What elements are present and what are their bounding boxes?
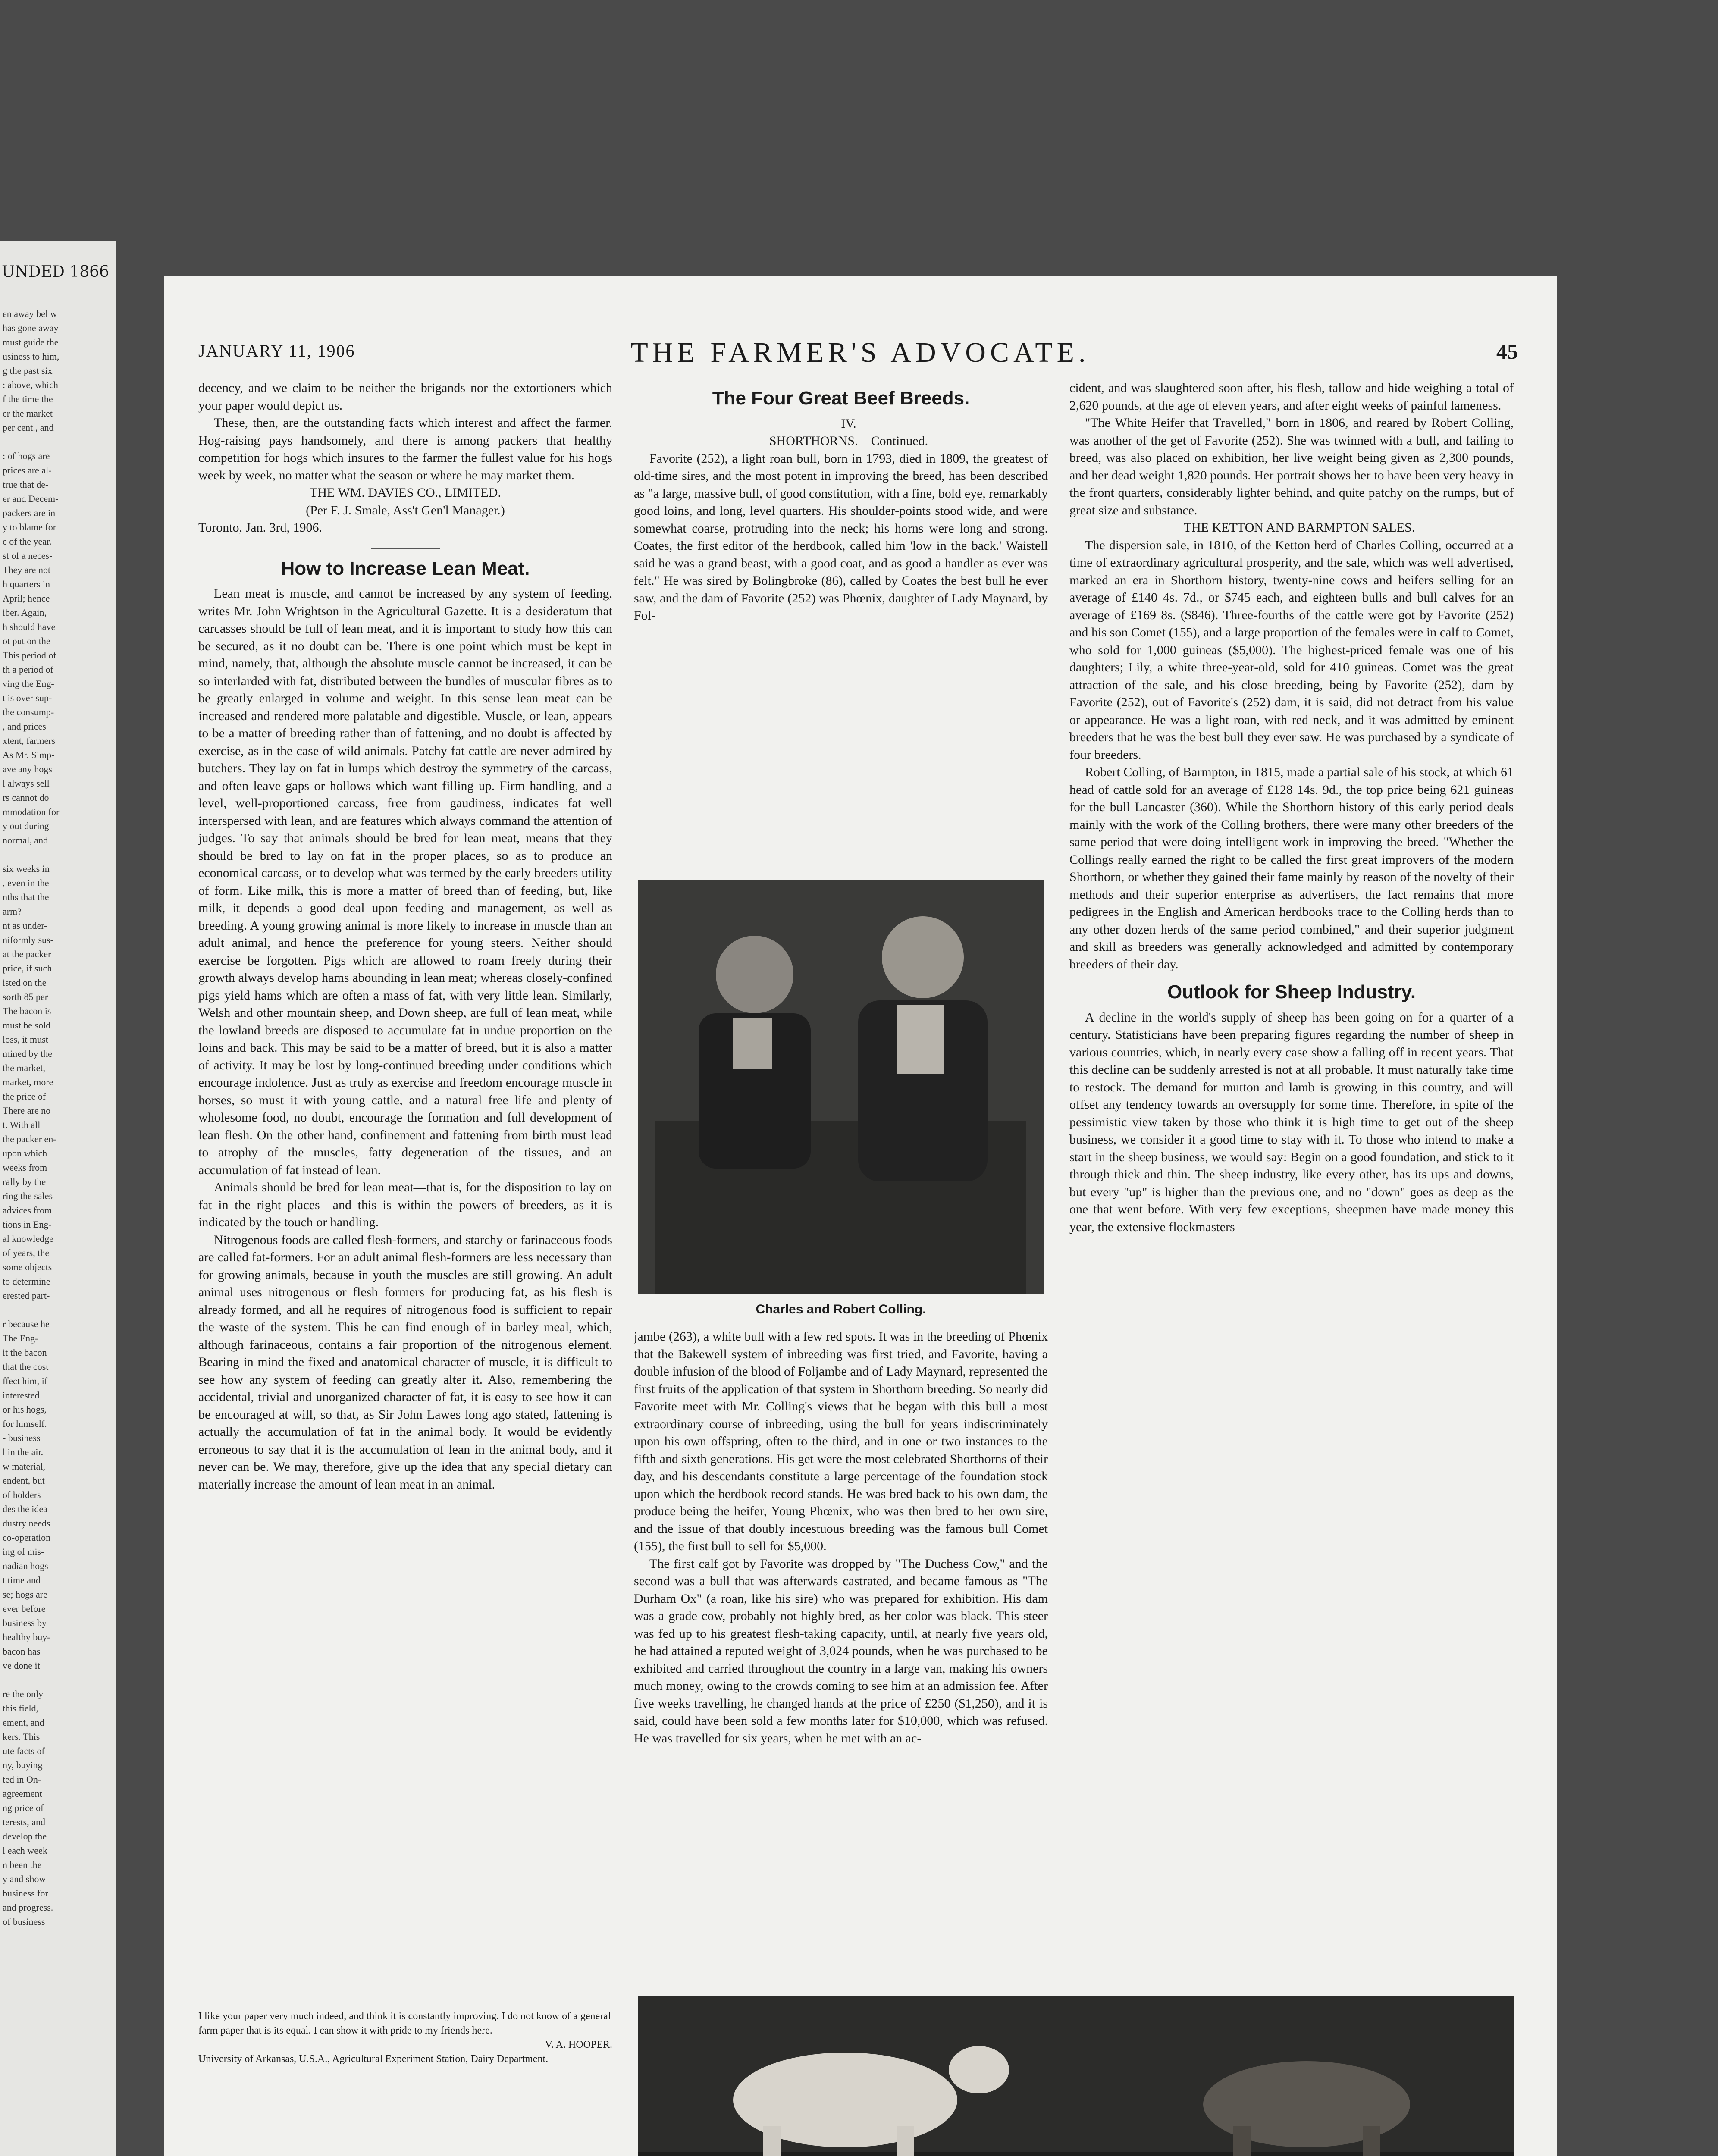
previous-page-line: f the time the (3, 394, 53, 404)
previous-page-line: They are not (3, 564, 51, 575)
signature-company: THE WM. DAVIES CO., LIMITED. (310, 486, 501, 500)
masthead-title: THE FARMER'S ADVOCATE. (630, 337, 1090, 368)
issue-date: JANUARY 11, 1906 (198, 341, 355, 360)
newspaper-page (164, 276, 1557, 2156)
previous-page-line: normal, and (3, 835, 48, 846)
previous-page-line: usiness to him, (3, 351, 60, 362)
previous-page-line: ement, and (3, 1717, 44, 1728)
previous-page-line: xtent, farmers (3, 735, 56, 746)
previous-page-line: business by (3, 1617, 47, 1628)
previous-page-line: des the idea (3, 1504, 47, 1514)
previous-page-line: al knowledge (3, 1233, 53, 1244)
previous-page-line: ring the sales (3, 1191, 53, 1201)
previous-page-line: y and show (3, 1874, 46, 1884)
previous-page-line: l in the air. (3, 1447, 44, 1457)
previous-page-line: , even in the (3, 877, 49, 888)
column-3 (1069, 379, 1514, 1984)
previous-page-line: it the bacon (3, 1347, 47, 1358)
previous-page-line: , and prices (3, 721, 46, 732)
previous-page-line: tions in Eng- (3, 1219, 52, 1230)
letter-place-date: Toronto, Jan. 3rd, 1906. (198, 520, 323, 535)
reader-letter (198, 2009, 612, 2139)
previous-page-line: bacon has (3, 1646, 41, 1657)
portrait-illustration (638, 880, 1044, 1294)
previous-page-line: There are no (3, 1105, 51, 1116)
previous-page-line: niformly sus- (3, 934, 53, 945)
previous-page-line: loss, it must (3, 1034, 48, 1045)
previous-page-line: The bacon is (3, 1006, 51, 1016)
previous-page-line: of business (3, 1916, 45, 1927)
previous-page-line: l always sell (3, 778, 50, 789)
previous-page-line: ever before (3, 1603, 46, 1614)
previous-page-line: weeks from (3, 1162, 47, 1173)
previous-page-line: en away bel w (3, 308, 57, 319)
previous-page-line: packers are in (3, 508, 56, 518)
previous-page-line: rs cannot do (3, 792, 49, 803)
previous-page-line: : of hogs are (3, 451, 50, 461)
previous-page-line: agreement (3, 1788, 42, 1799)
previous-page-line: ing of mis- (3, 1546, 44, 1557)
previous-page-line: to determine (3, 1276, 50, 1287)
previous-page-line: er and Decem- (3, 493, 59, 504)
subheading-ketton-barmpton: THE KETTON AND BARMPTON SALES. (1183, 520, 1415, 535)
lean-meat-para-1: Lean meat is muscle, and cannot be increased by any system of feeding, writes Mr. John Wrightson in the Agricultural Gazette. It is a desideratum that carcasses should be full of lean meat, and it is important to study how this can be secured, as it no doubt can be. There is one point which must be kept in mind, namely, that, although the absolute muscle cannot be increased, it can be so interlarded with fat, distributed between the bundles of muscular fibres as to be greatly enlarged in volume and weight. In this sense lean meat can be increased and rendered more palatable and digestible. Muscle, or lean, appears to be a matter of breeding rather than of fattening, and no doubt is affected by exercise, as in the case of wild animals. Patchy fat cattle are never admired by butchers. They lay on fat in lumps which destroy the symmetry of the carcass, and often leave gaps or hollows which want filling up. Firm handling, and a level, well-proportioned carcass, free from gaudiness, indicates fat well interspersed with lean, and are features which always command the attention of judges. To say that animals should be bred for lean meat, means that they should be bred to lay on fat in the proper places, so as to produce an economical carcass, or to develop what was termed by the early breeders utility of form. Like milk, this is more a matter of breed than of feeding, but, like milk, it depends a good deal upon feeding and management, as well as breeding. A young growing animal is more likely to increase in muscle than an adult animal, and hence the preference for young steers. Neither should exercise be forgotten. Pigs which are allowed to roam freely during their growth always develop hams abounding in lean meat; whereas closely-confined pigs yield hams which are often a mass of fat, with very little lean. Similarly, Welsh and other mountain sheep, and Down sheep, are full of lean meat, while the lowland breeds are disposed to accumulate fat in undue proportion on the loins and back. This may be said to be a matter of breed, but it is also a matter of activity. It may be lost by long-continued breeding under conditions which encourage indolence. Just as truly as exercise and freedom encourage muscle in horses, so must it with young cattle, and a natural free life and plenty of wholesome food, no doubt, encourage the formation and full development of lean flesh. On the other hand, confinement and fattening from birth must lead to atrophy of the muscles, fatty degeneration of the tissues, and an accumulation of fat instead of lean. (198, 586, 612, 1177)
previous-page-line: l each week (3, 1845, 47, 1856)
col3-para-1: cident, and was slaughtered soon after, his flesh, tallow and hide weighing a total of 2,620 pounds, at the age of eleven years, and after eight weeks of painful lameness. (1069, 381, 1514, 413)
previous-page-line: advices from (3, 1205, 52, 1216)
previous-page-line: st of a neces- (3, 550, 53, 561)
divider (371, 548, 440, 549)
previous-page-line: - business (3, 1432, 41, 1443)
previous-page-line: market, more (3, 1077, 53, 1087)
previous-page-line: interested (3, 1390, 40, 1401)
previous-page-line: develop the (3, 1831, 47, 1842)
photo-steers (638, 1996, 1514, 2156)
column-2-top (634, 379, 1048, 871)
reader-letter-affiliation: University of Arkansas, U.S.A., Agricultural Experiment Station, Dairy Department. (198, 2053, 549, 2065)
previous-page-line: of holders (3, 1489, 41, 1500)
article-heading-beef-breeds: The Four Great Beef Breeds. (712, 388, 970, 409)
previous-page-line: endent, but (3, 1475, 45, 1486)
previous-page-line: has gone away (3, 323, 59, 333)
signature-person: (Per F. J. Smale, Ass't Gen'l Manager.) (306, 503, 505, 517)
previous-page-line (3, 1673, 116, 1687)
sheep-industry-para-1: A decline in the world's supply of sheep has been going on for a quarter of a century. Statisticians have been preparing figures regarding the number of sheep in various countries, which, in nearly every case show a falling off in recent years. That this decline can be suddenly arrested is not at all probable. It must naturally take time to restock. The demand for mutton and lamb is growing in this country, and will offset any tendency towards an oversupply for some time. Therefore, in spite of the pessimistic view taken by those who think it is high time to get out of the sheep business, we consider it a good time to stay with it. To those who intend to make a start in the sheep business, we would say: Begin on a good foundation, and stick to it through thick and thin. The sheep industry, like every other, has its ups and downs, but every "up" is higher than the previous one, and no "down" goes as deep as the one that went before. With very few exceptions, sheepmen have made money this year, the extensive flockmasters (1069, 1010, 1514, 1234)
previous-page-header: UNDED 1866 (2, 263, 109, 281)
previous-page-line: e of the year. (3, 536, 52, 547)
article-part-number: IV. (841, 416, 856, 431)
previous-page-line: th a period of (3, 664, 53, 675)
column-2-bottom (634, 1328, 1048, 1984)
previous-page-line: and progress. (3, 1902, 53, 1913)
previous-page-line: h should have (3, 621, 56, 632)
lean-meat-para-3: Nitrogenous foods are called flesh-formers, and starchy or farinaceous foods are called fat-formers. For an adult animal flesh-formers are less necessary than for growing animals, because in youth the muscles are still growing. An adult animal uses nitrogenous or flesh formers for producing fat, as his flesh is already formed, and all he requires of nitrogenous food is sufficient to repair the waste of the system. This he can find enough of in barley meal, which, although farinaceous, contains a fair proportion of the nitrogenous element. Bearing in mind the fixed and anatomical character of muscle, it is difficult to see how any system of feeding can greatly alter it. Also, remembering the accidental, trivial and unorganized character of fat, it is easy to see how it can be encouraged at will, so that, as Sir John Lawes long ago stated, fattening is actually the accumulation of fat in the animal body. It would be evidently erroneous to say that it is the accumulation of lean in the animal body, and it never can be. We may, therefore, give up the idea that any special dietary can materially increase the amount of lean meat in an animal. (198, 1232, 612, 1492)
lean-meat-para-2: Animals should be bred for lean meat—that is, for the disposition to lay on fat in the right places—and this is within the powers of breeders, as it is indicated by the touch or handling. (198, 1180, 612, 1229)
col3-para-2: "The White Heifer that Travelled," born in 1806, and reared by Robert Colling, was another of the get of Favorite (252). She was twinned with a bull, and failing to breed, was also placed on exhibition, her live weight being given as 2,300 pounds, and her dead weight 1,820 pounds. Her portrait shows her to have been very heavy in the front quarters, considerably lighter behind, and quite patchy on the rumps, but of great size and substance. (1069, 416, 1514, 517)
article-subheading-shorthorns: SHORTHORNS.—Continued. (769, 434, 928, 448)
reader-letter-text: I like your paper very much indeed, and think it is constantly improving. I do not know of a general farm paper that is its equal. I can show it with pride to my friends here. (198, 2011, 611, 2036)
photo-colling-brothers (638, 880, 1044, 1294)
previous-page-line: true that de- (3, 479, 49, 490)
previous-page-line: ave any hogs (3, 764, 52, 774)
previous-page-line: the packer en- (3, 1134, 56, 1144)
previous-page-line: rally by the (3, 1176, 46, 1187)
col3-para-3: The dispersion sale, in 1810, of the Ketton herd of Charles Colling, occurred at a time of extraordinary agricultural prosperity, and the sale, which was well advertised, marked an era in Shorthorn history, twenty-nine cows and heifers selling for an average of £140 4s. 7d., or $745 each, and eighteen bulls and bull calves for an average of £169 8s. ($846). Three-fourths of the cattle were got by Favorite (252) and his son Comet (155), and a large proportion of the females were in calf to Comet, who sold for 1,000 guineas ($5,000). The highest-priced female was one of his daughters; Lily, a white three-year-old, sold for 410 guineas. Comet was the great attraction of the sale, and his close breeding, being by Favorite (252), dam by Favorite (252), out of Favorite's (252) dam, it is said, did not detract from his value or appearance. He was a light roan, with red neck, and it was admitted by eminent breeders that he was the best bull they ever saw. He was purchased by a syndicate of four breeders. (1069, 538, 1514, 762)
previous-page-line: h quarters in (3, 579, 50, 589)
reader-letter-name: V. A. HOOPER. (545, 2039, 612, 2050)
col3-para-4: Robert Colling, of Barmpton, in 1815, made a partial sale of his stock, at which 61 head of cattle sold for an average of £128 14s. 9d., the top price being 621 guineas for the bull Lancaster (360). While the Shorthorn history of this early period deals mainly with the work of the Colling brothers, there were many other breeders of the same period that were doing intelligent work in improving the breed. "Whether the Collings really earned the right to be called the first great improvers of the modern Shorthorn, or whether they gained their fame mainly by reason of the novelty of their methods and their superior enterprise as advertisers, the fact remains that more pedigrees in the English and American herdbooks trace to the Colling herds than to any other dozen herds of the same period combined," and their superior judgment and skill as breeders was generally acknowledged and admitted by contemporary breeders of their day. (1069, 765, 1514, 971)
previous-page-line (3, 847, 116, 862)
previous-page-line: ve done it (3, 1660, 40, 1671)
previous-page-line (3, 1303, 116, 1317)
previous-page-line: g the past six (3, 365, 53, 376)
previous-page-line: ute facts of (3, 1745, 45, 1756)
previous-page-line: mined by the (3, 1048, 52, 1059)
previous-page-line: w material, (3, 1461, 45, 1472)
article-heading-sheep-industry: Outlook for Sheep Industry. (1167, 981, 1416, 1003)
previous-page-line: ving the Eng- (3, 678, 54, 689)
page-number: 45 (1496, 339, 1518, 364)
previous-page-line: upon which (3, 1148, 47, 1159)
previous-page-line: some objects (3, 1262, 52, 1272)
previous-page-line: co-operation (3, 1532, 51, 1543)
previous-page-line: : above, which (3, 379, 58, 390)
photo-caption-colling: Charles and Robert Colling. (756, 1302, 926, 1316)
previous-page-line: t. With all (3, 1119, 41, 1130)
previous-page-edge (0, 241, 116, 2156)
previous-page-line: t time and (3, 1575, 41, 1586)
previous-page-line: at the packer (3, 949, 51, 959)
previous-page-line (3, 435, 116, 449)
previous-page-line: ny, buying (3, 1760, 43, 1771)
previous-page-line: healthy buy- (3, 1632, 50, 1642)
previous-page-line: dustry needs (3, 1518, 50, 1529)
previous-page-line: er the market (3, 408, 53, 419)
col1-para-2: These, then, are the outstanding facts which interest and affect the farmer. Hog-raising pays handsomely, and there is among packers that healthy competition for hogs which insures to the farmer the fullest value for his hogs week by week, no matter what the season or where he may market them. (198, 416, 612, 483)
column-1 (198, 379, 612, 2001)
previous-page-line: nt as under- (3, 920, 47, 931)
previous-page-line: sorth 85 per (3, 991, 48, 1002)
previous-page-line: n been the (3, 1859, 42, 1870)
previous-page-line: kers. This (3, 1731, 40, 1742)
previous-page-line: arm? (3, 906, 22, 917)
previous-page-line: six weeks in (3, 863, 50, 874)
beef-breeds-para-3: The first calf got by Favorite was dropped by "The Duchess Cow," and the second was a bull that was afterwards castrated, and became famous as "The Durham Ox" (a roan, like his sire) who was prepared for exhibition. His dam was a grade cow, probably not highly bred, as her color was black. This steer was fed up to his greatest flesh-taking capacity, until, at nearly five years old, he had attained a reputed weight of 3,024 pounds, when he was purchased to be exhibited and carried throughout the country in a large van, making his owners much money, owing to the crowds coming to see him at an admission fee. After five weeks travelling, he changed hands at the price of £250 ($1,250), and it is said, could have been sold a few months later for $10,000, which was refused. He was travelled for six years, when he met with an ac- (634, 1556, 1048, 1745)
previous-page-line: of years, the (3, 1247, 50, 1258)
beef-breeds-para-2: jambe (263), a white bull with a few red spots. It was in the breeding of Phœnix that the Bakewell system of inbreeding was first tried, and Favorite, having a double infusion of the blood of Foljambe and of Lady Maynard, represented the first fruits of the application of that system in Shorthorn breeding. So nearly did Favorite meet with Mr. Colling's views that he began with this bull a most extraordinary course of inbreeding, using the bull for years indiscriminately upon his own offspring, often to the third, and in one or two instances to the fifth and sixth generations. His get were the most celebrated Shorthorns of their day, and his descendants constitute a large percentage of the foundation stock upon which the herdbook record stands. He was bred back to his own dam, the produce being the heifer, Young Phœnix, who was then bred to her own sire, and the issue of that doubly incestuous breeding was the famous bull Comet (155), the first bull to sell for $5,000. (634, 1329, 1048, 1553)
previous-page-line: prices are al- (3, 465, 52, 476)
previous-page-line: y to blame for (3, 522, 56, 533)
previous-page-line: April; hence (3, 593, 50, 604)
previous-page-line: or his hogs, (3, 1404, 47, 1415)
previous-page-line: ffect him, if (3, 1376, 48, 1386)
previous-page-line: As Mr. Simp- (3, 749, 55, 760)
previous-page-line: this field, (3, 1703, 39, 1714)
previous-page-line: t is over sup- (3, 693, 52, 703)
col1-para-1: decency, and we claim to be neither the brigands nor the extortioners which your paper would depict us. (198, 381, 612, 413)
beef-breeds-para-1: Favorite (252), a light roan bull, born in 1793, died in 1809, the greatest of old-time sires, and the most potent in improving the breed, has been described as "a large, massive bull, of good constitution, with a fine, bold eye, remarkably good loins, and long, level quarters. His shoulder-points stood wide, and were somewhat coarse, protruding into the neck; his horns were long and strong. Coates, the first editor of the herdbook, called him 'low in the back.' Waistell said he was a grand beast, with a good coat, and as good a handler as ever was felt." He was sired by Bolingbroke (86), called by Coates the best bull he ever saw, and the dam of Favorite (252) was Phœnix, daughter of Lady Maynard, by Fol- (634, 451, 1048, 623)
previous-page-line: r because he (3, 1319, 50, 1329)
previous-page-line: mmodation for (3, 806, 60, 817)
previous-page-line: nadian hogs (3, 1561, 48, 1571)
previous-page-line: The Eng- (3, 1333, 38, 1344)
previous-page-line: y out during (3, 821, 49, 831)
previous-page-line: business for (3, 1888, 48, 1899)
previous-page-line: nths that the (3, 892, 49, 903)
previous-page-line: price, if such (3, 963, 52, 974)
previous-page-line: ted in On- (3, 1774, 41, 1785)
previous-page-line: iber. Again, (3, 607, 47, 618)
previous-page-line: must be sold (3, 1020, 51, 1031)
article-heading-lean-meat: How to Increase Lean Meat. (281, 558, 530, 579)
previous-page-line: for himself. (3, 1418, 47, 1429)
previous-page-line: must guide the (3, 337, 59, 348)
previous-page-line: the consump- (3, 707, 54, 718)
previous-page-text (0, 307, 116, 1929)
previous-page-line: This period of (3, 650, 56, 661)
steers-illustration (638, 1996, 1514, 2156)
previous-page-line: per cent., and (3, 422, 54, 433)
previous-page-line: the price of (3, 1091, 46, 1102)
previous-page-line: se; hogs are (3, 1589, 47, 1600)
previous-page-line: re the only (3, 1689, 44, 1699)
previous-page-line: the market, (3, 1062, 45, 1073)
previous-page-line: isted on the (3, 977, 47, 988)
previous-page-line: ot put on the (3, 636, 50, 646)
previous-page-line: terests, and (3, 1817, 45, 1827)
previous-page-line: ng price of (3, 1802, 44, 1813)
previous-page-line: erested part- (3, 1290, 50, 1301)
previous-page-line: that the cost (3, 1361, 49, 1372)
